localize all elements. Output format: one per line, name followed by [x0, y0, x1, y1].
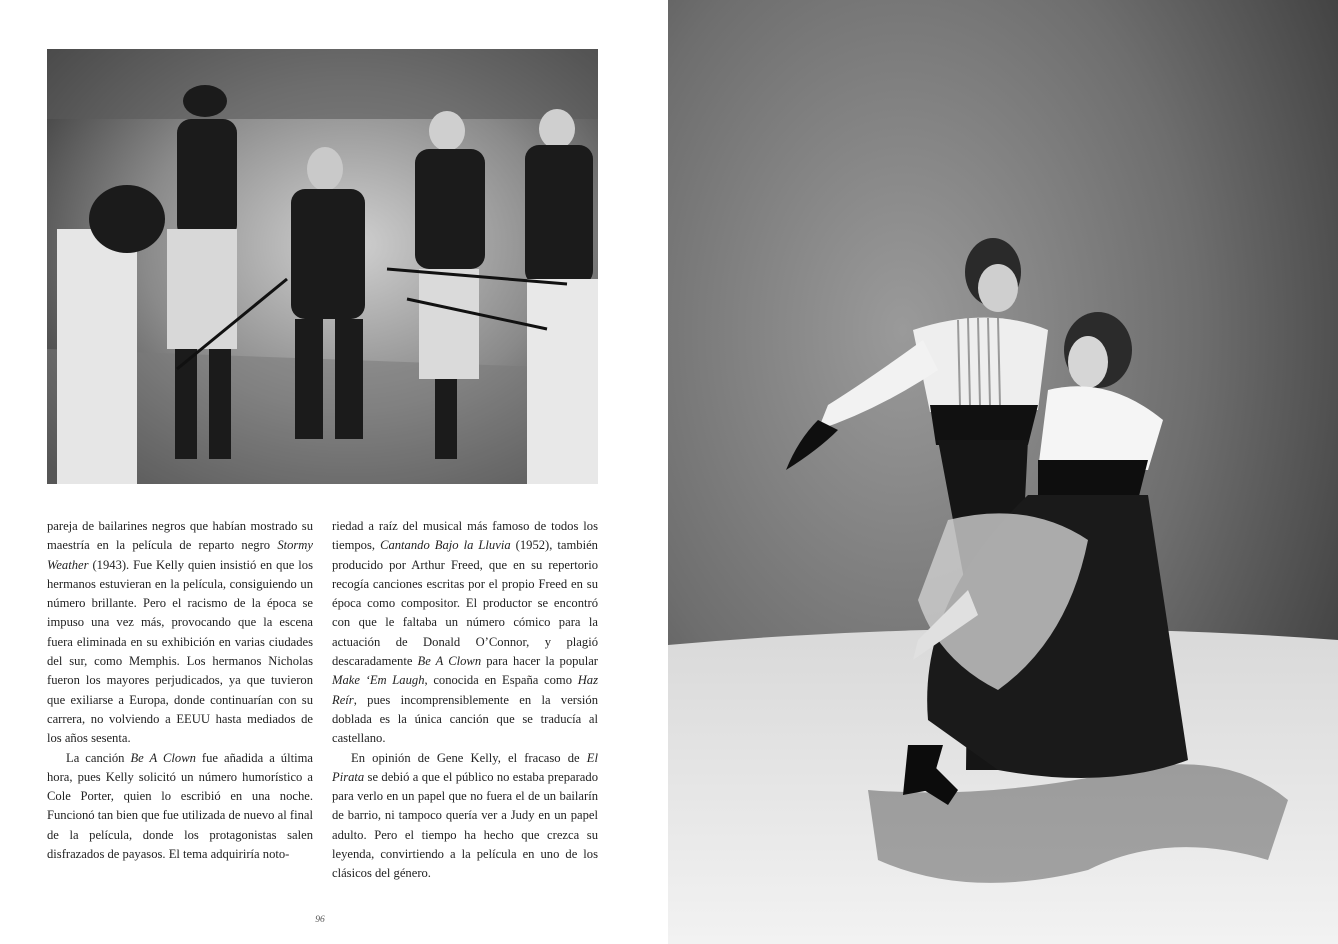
text-run: , pues incomprensiblemente en la versión doblada es la única canción que se traducía al castellano. — [332, 692, 598, 746]
text-run: pareja de bailarines negros que habían mostrado su maestría en la película de reparto negro — [47, 519, 313, 553]
text-run: para hacer la popular — [481, 654, 598, 669]
text-run: En opinión de Gene Kelly, el fracaso de — [351, 750, 587, 765]
text-run: La canción — [66, 750, 131, 765]
italic-title: El Pirata — [332, 750, 598, 784]
film-still-illustration — [47, 49, 598, 484]
text-run: , conocida en España como — [424, 673, 578, 688]
italic-title: Stormy Weather — [47, 538, 313, 572]
italic-title: Be A Clown — [417, 654, 482, 669]
left-page — [0, 0, 668, 944]
text-run: se debió a que el público no estaba preparado para verlo en un papel que no fuera el de un bailarín de barrio, ni tampoco quería ver a Judy en un papel adulto. Pero el tiempo ha hecho que crezca su leyenda, convirtiendo a la película en uno de los clásicos del género. — [332, 769, 598, 881]
text-column-right — [332, 517, 598, 884]
film-still-photo — [47, 49, 598, 484]
paragraph — [332, 749, 598, 884]
text-column-left — [47, 517, 313, 864]
dance-couple-illustration — [668, 0, 1338, 944]
text-run: fue añadida a última hora, pues Kelly solicitó un número humorístico a Cole Porter, quien lo escribió en una noche. Funcionó tan bien que fue utilizada de nuevo al final de la película, donde los protagonistas salen disfrazados de payasos. El tema adquiriría noto- — [47, 750, 313, 862]
text-run: riedad a raíz del musical más famoso de todos los tiempos, — [332, 519, 598, 553]
paragraph — [47, 749, 313, 865]
italic-title: Make ‘Em Laugh — [332, 673, 425, 688]
text-run: (1952), también producido por Arthur Freed, que en su repertorio recogía canciones escritas por el propio Freed en su época como compositor. El productor se encontró con que le faltaba un número cómico para la actuación de Donald O’Connor, y plagió descaradamente — [332, 538, 598, 669]
text-run: (1943). Fue Kelly quien insistió en que los hermanos estuvieran en la película, consiguiendo un número brillante. Pero el racismo de la época se impuso una vez más, provocando que la escena fuera eliminada en su exhibición en varias ciudades del sur, como Memphis. Los hermanos Nicholas fueron los mayores perjudicados, ya que tuvieron que exiliarse a Europa, donde continuarían con su carrera, no volviendo a EEUU hasta mediados de los años sesenta. — [47, 557, 313, 746]
right-page — [668, 0, 1338, 944]
italic-title: Haz Reír — [332, 673, 598, 707]
paragraph — [332, 517, 598, 749]
page-number: 96 — [315, 915, 325, 925]
italic-title: Cantando Bajo la Lluvia — [380, 538, 511, 553]
paragraph — [47, 517, 313, 749]
italic-title: Be A Clown — [130, 750, 196, 765]
dance-couple-photo — [668, 0, 1338, 944]
